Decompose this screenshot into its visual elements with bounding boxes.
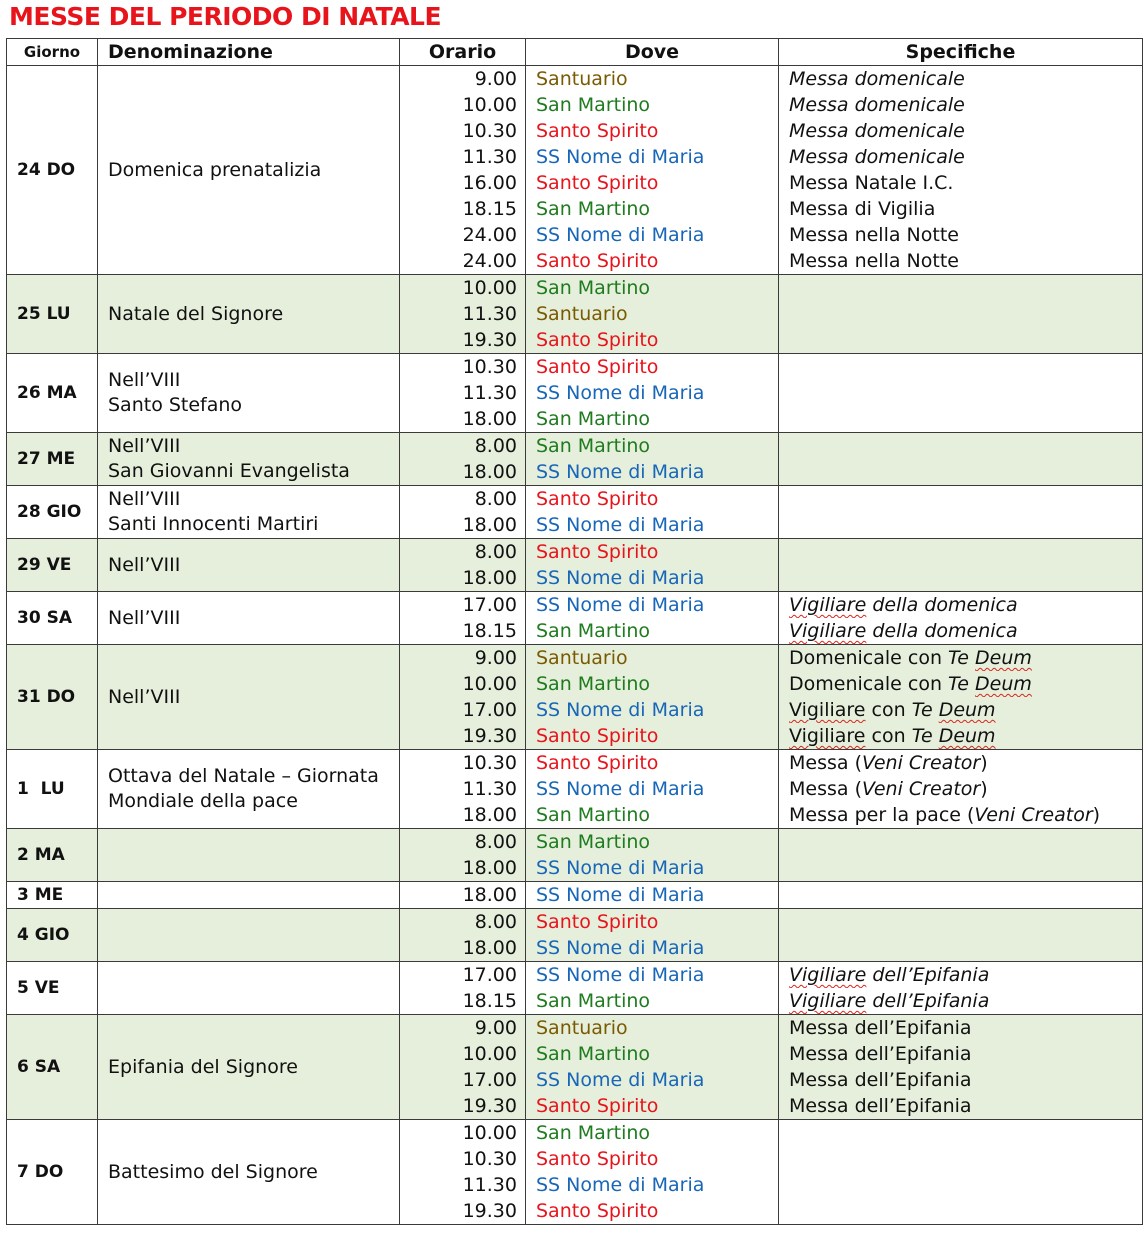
spec-text: Messa ( — [789, 778, 862, 800]
spec-text: Vigiliare — [789, 725, 866, 747]
orario-cell — [400, 750, 526, 829]
mass-time: 18.15 — [462, 198, 517, 220]
mass-place: SS Nome di Maria — [536, 884, 705, 906]
day-row — [7, 354, 1143, 433]
day-row — [7, 1120, 1143, 1225]
spec-text: Messa per la pace ( — [789, 804, 975, 826]
denominazione-cell — [98, 1015, 400, 1120]
mass-time: 18.15 — [462, 620, 517, 642]
spec-text: Messa domenicale — [789, 68, 965, 90]
dove-cell — [526, 486, 779, 539]
day-row — [7, 1015, 1143, 1120]
mass-place: Santo Spirito — [536, 488, 659, 510]
denominazione-line: Nell’VIII — [108, 685, 181, 708]
mass-spec — [779, 512, 1142, 538]
specifiche-cell — [779, 354, 1143, 433]
day-row — [7, 66, 1143, 275]
specifiche-cell — [779, 486, 1143, 539]
mass-spec — [779, 565, 1142, 591]
denominazione-line: Domenica prenatalizia — [108, 158, 322, 181]
spec-text: Te — [948, 673, 976, 695]
spec-text: Veni Creator — [974, 804, 1093, 826]
mass-place: San Martino — [536, 277, 651, 299]
day-cell: 27 ME — [7, 433, 98, 486]
mass-spec — [779, 380, 1142, 406]
specifiche-cell — [779, 275, 1143, 354]
header-denominazione: Denominazione — [98, 39, 400, 66]
mass-place: San Martino — [536, 831, 651, 853]
specifiche-cell — [779, 539, 1143, 592]
day-cell: 1 LU — [7, 750, 98, 829]
mass-place: SS Nome di Maria — [536, 699, 705, 721]
spec-text: dell’Epifania — [866, 964, 990, 986]
mass-place: San Martino — [536, 990, 651, 1012]
mass-spec — [779, 196, 1142, 222]
mass-spec — [779, 802, 1142, 828]
mass-place: Santo Spirito — [536, 752, 659, 774]
mass-spec — [779, 1015, 1142, 1041]
mass-place: Santuario — [536, 303, 628, 325]
mass-place: Santo Spirito — [536, 172, 659, 194]
mass-spec — [779, 1198, 1142, 1224]
mass-spec — [779, 671, 1142, 697]
mass-time: 18.00 — [462, 804, 517, 826]
mass-spec — [779, 275, 1142, 301]
mass-time: 18.00 — [462, 408, 517, 430]
dove-cell — [526, 882, 779, 909]
mass-spec — [779, 144, 1142, 170]
orario-cell — [400, 486, 526, 539]
mass-spec — [779, 406, 1142, 432]
mass-place: Santuario — [536, 68, 628, 90]
spec-text: Messa dell’Epifania — [789, 1017, 972, 1039]
denominazione-cell — [98, 645, 400, 750]
denominazione-cell — [98, 66, 400, 275]
mass-place: Santo Spirito — [536, 356, 659, 378]
mass-time: 10.30 — [462, 120, 517, 142]
mass-time: 19.30 — [462, 1200, 517, 1222]
spec-text: Messa dell’Epifania — [789, 1095, 972, 1117]
spec-text: Messa nella Notte — [789, 224, 959, 246]
day-row — [7, 962, 1143, 1015]
spec-text: Vigiliare — [789, 620, 867, 642]
header-orario: Orario — [400, 39, 526, 66]
spec-text: Te — [948, 647, 976, 669]
spec-text: Vigiliare — [789, 594, 867, 616]
dove-cell — [526, 66, 779, 275]
spec-text: Domenicale con — [789, 647, 949, 669]
denominazione-line: Nell’VIII — [108, 606, 181, 629]
page-title: MESSE DEL PERIODO DI NATALE — [9, 2, 442, 31]
mass-place: SS Nome di Maria — [536, 1174, 705, 1196]
spec-text: Te — [911, 725, 939, 747]
orario-cell — [400, 829, 526, 882]
spec-text: Veni Creator — [861, 778, 981, 800]
denominazione-cell — [98, 539, 400, 592]
mass-spec — [779, 1093, 1142, 1119]
orario-cell — [400, 66, 526, 275]
day-row — [7, 275, 1143, 354]
denominazione-line: Natale del Signore — [108, 302, 284, 325]
spec-text: Messa dell’Epifania — [789, 1069, 972, 1091]
day-cell: 6 SA — [7, 1015, 98, 1120]
mass-place: SS Nome di Maria — [536, 964, 705, 986]
orario-cell — [400, 1015, 526, 1120]
dove-cell — [526, 1015, 779, 1120]
mass-place: SS Nome di Maria — [536, 1069, 705, 1091]
denominazione-line: Ottava del Natale – Giornata Mondiale della pace — [108, 765, 379, 812]
spec-text: della domenica — [866, 620, 1018, 642]
mass-spec — [779, 988, 1142, 1014]
mass-spec — [779, 539, 1142, 565]
day-cell: 2 MA — [7, 829, 98, 882]
mass-spec — [779, 1041, 1142, 1067]
spec-text: Messa domenicale — [789, 146, 965, 168]
orario-cell — [400, 275, 526, 354]
mass-time: 19.30 — [462, 1095, 517, 1117]
mass-place: Santuario — [536, 1017, 628, 1039]
mass-place: SS Nome di Maria — [536, 514, 705, 536]
mass-time: 11.30 — [462, 1174, 517, 1196]
orario-cell — [400, 882, 526, 909]
denominazione-cell — [98, 909, 400, 962]
orario-cell — [400, 592, 526, 645]
mass-time: 18.00 — [462, 567, 517, 589]
spec-text: della domenica — [866, 594, 1018, 616]
dove-cell — [526, 539, 779, 592]
mass-schedule-table — [6, 38, 1143, 1225]
mass-time: 19.30 — [462, 329, 517, 351]
mass-spec — [779, 433, 1142, 459]
mass-time: 24.00 — [462, 224, 517, 246]
mass-time: 17.00 — [462, 699, 517, 721]
denominazione-line: Nell’VIII — [108, 435, 181, 457]
mass-time: 9.00 — [474, 1017, 517, 1039]
mass-place: SS Nome di Maria — [536, 461, 705, 483]
spec-text: Messa dell’Epifania — [789, 1043, 972, 1065]
denominazione-cell — [98, 962, 400, 1015]
denominazione-cell — [98, 592, 400, 645]
schedule-body — [7, 66, 1143, 1225]
mass-spec — [779, 882, 1142, 908]
spec-text: Messa Natale I.C. — [789, 172, 954, 194]
mass-place: Santo Spirito — [536, 725, 659, 747]
mass-place: Santo Spirito — [536, 911, 659, 933]
specifiche-cell — [779, 829, 1143, 882]
mass-place: Santo Spirito — [536, 1200, 659, 1222]
mass-spec — [779, 459, 1142, 485]
spec-text: Veni Creator — [861, 752, 981, 774]
specifiche-cell — [779, 750, 1143, 829]
spec-text: Deum — [938, 725, 996, 747]
mass-time: 18.00 — [462, 461, 517, 483]
day-cell: 25 LU — [7, 275, 98, 354]
spec-text: dell’Epifania — [866, 990, 990, 1012]
denominazione-line: Battesimo del Signore — [108, 1160, 318, 1183]
mass-spec — [779, 1146, 1142, 1172]
mass-place: SS Nome di Maria — [536, 146, 705, 168]
mass-time: 17.00 — [462, 964, 517, 986]
mass-spec — [779, 776, 1142, 802]
mass-time: 11.30 — [462, 146, 517, 168]
spec-text: Messa ( — [789, 752, 862, 774]
dove-cell — [526, 645, 779, 750]
spec-text: Messa di Vigilia — [789, 198, 936, 220]
day-cell: 26 MA — [7, 354, 98, 433]
mass-place: San Martino — [536, 1043, 651, 1065]
mass-spec — [779, 697, 1142, 723]
mass-time: 11.30 — [462, 303, 517, 325]
dove-cell — [526, 1120, 779, 1225]
mass-time: 8.00 — [474, 541, 517, 563]
orario-cell — [400, 1120, 526, 1225]
mass-time: 10.00 — [462, 673, 517, 695]
mass-time: 11.30 — [462, 382, 517, 404]
dove-cell — [526, 592, 779, 645]
header-dove: Dove — [526, 39, 779, 66]
mass-time: 18.00 — [462, 884, 517, 906]
dove-cell — [526, 829, 779, 882]
denominazione-cell — [98, 486, 400, 539]
day-cell: 28 GIO — [7, 486, 98, 539]
mass-place: SS Nome di Maria — [536, 937, 705, 959]
orario-cell — [400, 962, 526, 1015]
mass-place: SS Nome di Maria — [536, 778, 705, 800]
mass-place: Santuario — [536, 647, 628, 669]
mass-time: 8.00 — [474, 911, 517, 933]
day-row — [7, 645, 1143, 750]
spec-text: Deum — [975, 673, 1032, 695]
spec-text: Messa domenicale — [789, 120, 965, 142]
mass-spec — [779, 118, 1142, 144]
spec-text: Deum — [938, 699, 996, 721]
mass-place: San Martino — [536, 620, 651, 642]
mass-place: Santo Spirito — [536, 120, 659, 142]
orario-cell — [400, 433, 526, 486]
mass-spec — [779, 1120, 1142, 1146]
spec-text: con — [865, 725, 912, 747]
mass-spec — [779, 750, 1142, 776]
mass-spec — [779, 1172, 1142, 1198]
mass-spec — [779, 855, 1142, 881]
mass-place: SS Nome di Maria — [536, 224, 705, 246]
dove-cell — [526, 433, 779, 486]
mass-spec — [779, 909, 1142, 935]
specifiche-cell — [779, 1015, 1143, 1120]
mass-spec — [779, 486, 1142, 512]
mass-time: 18.00 — [462, 514, 517, 536]
dove-cell — [526, 354, 779, 433]
day-cell: 31 DO — [7, 645, 98, 750]
mass-place: SS Nome di Maria — [536, 382, 705, 404]
mass-place: San Martino — [536, 94, 651, 116]
day-cell: 3 ME — [7, 882, 98, 909]
day-row — [7, 539, 1143, 592]
mass-time: 19.30 — [462, 725, 517, 747]
denominazione-line: Nell’VIII — [108, 488, 181, 510]
specifiche-cell — [779, 882, 1143, 909]
spec-text: Vigiliare — [789, 699, 866, 721]
day-row — [7, 909, 1143, 962]
header-specifiche: Specifiche — [779, 39, 1143, 66]
spec-text: con — [865, 699, 912, 721]
orario-cell — [400, 645, 526, 750]
mass-time: 10.00 — [462, 1122, 517, 1144]
denominazione-line: Nell’VIII — [108, 553, 181, 576]
specifiche-cell — [779, 592, 1143, 645]
day-cell: 7 DO — [7, 1120, 98, 1225]
day-row — [7, 592, 1143, 645]
denominazione-cell — [98, 275, 400, 354]
specifiche-cell — [779, 962, 1143, 1015]
dove-cell — [526, 962, 779, 1015]
mass-place: SS Nome di Maria — [536, 594, 705, 616]
header-row — [7, 39, 1143, 66]
mass-place: SS Nome di Maria — [536, 567, 705, 589]
denominazione-cell — [98, 829, 400, 882]
mass-spec — [779, 354, 1142, 380]
mass-time: 10.00 — [462, 277, 517, 299]
mass-spec — [779, 592, 1142, 618]
mass-time: 18.00 — [462, 857, 517, 879]
denominazione-cell — [98, 1120, 400, 1225]
day-cell: 30 SA — [7, 592, 98, 645]
mass-place: San Martino — [536, 804, 651, 826]
dove-cell — [526, 750, 779, 829]
mass-spec — [779, 645, 1142, 671]
mass-place: SS Nome di Maria — [536, 857, 705, 879]
mass-time: 18.15 — [462, 990, 517, 1012]
mass-place: Santo Spirito — [536, 1095, 659, 1117]
mass-spec — [779, 222, 1142, 248]
orario-cell — [400, 909, 526, 962]
header-giorno: Giorno — [7, 39, 98, 66]
mass-time: 8.00 — [474, 435, 517, 457]
denominazione-line: Santo Stefano — [108, 394, 243, 416]
mass-place: Santo Spirito — [536, 250, 659, 272]
spec-text: ) — [980, 778, 988, 800]
specifiche-cell — [779, 433, 1143, 486]
denominazione-line: Santi Innocenti Martiri — [108, 513, 319, 535]
spec-text: Vigiliare — [789, 990, 867, 1012]
mass-time: 18.00 — [462, 937, 517, 959]
day-row — [7, 486, 1143, 539]
mass-place: Santo Spirito — [536, 1148, 659, 1170]
day-cell: 5 VE — [7, 962, 98, 1015]
day-row — [7, 750, 1143, 829]
day-cell: 4 GIO — [7, 909, 98, 962]
spec-text: Messa domenicale — [789, 94, 965, 116]
mass-spec — [779, 723, 1142, 749]
day-cell: 29 VE — [7, 539, 98, 592]
mass-spec — [779, 962, 1142, 988]
mass-spec — [779, 327, 1142, 353]
spec-text: Messa nella Notte — [789, 250, 959, 272]
mass-time: 24.00 — [462, 250, 517, 272]
day-row — [7, 829, 1143, 882]
denominazione-cell — [98, 433, 400, 486]
mass-time: 9.00 — [474, 647, 517, 669]
spec-text: Deum — [975, 647, 1032, 669]
mass-time: 10.00 — [462, 94, 517, 116]
mass-spec — [779, 248, 1142, 274]
specifiche-cell — [779, 66, 1143, 275]
mass-time: 8.00 — [474, 831, 517, 853]
mass-time: 17.00 — [462, 1069, 517, 1091]
specifiche-cell — [779, 1120, 1143, 1225]
mass-spec — [779, 829, 1142, 855]
mass-spec — [779, 301, 1142, 327]
mass-place: San Martino — [536, 1122, 651, 1144]
denominazione-line: San Giovanni Evangelista — [108, 460, 350, 482]
denominazione-cell — [98, 882, 400, 909]
mass-time: 16.00 — [462, 172, 517, 194]
specifiche-cell — [779, 645, 1143, 750]
mass-time: 11.30 — [462, 778, 517, 800]
mass-time: 10.30 — [462, 356, 517, 378]
day-row — [7, 882, 1143, 909]
mass-time: 17.00 — [462, 594, 517, 616]
dove-cell — [526, 909, 779, 962]
spec-text: Vigiliare — [789, 964, 867, 986]
mass-place: Santo Spirito — [536, 541, 659, 563]
mass-spec — [779, 66, 1142, 92]
mass-spec — [779, 935, 1142, 961]
orario-cell — [400, 354, 526, 433]
denominazione-cell — [98, 354, 400, 433]
denominazione-line: Nell’VIII — [108, 369, 181, 391]
mass-spec — [779, 1067, 1142, 1093]
spec-text: ) — [980, 752, 988, 774]
mass-place: Santo Spirito — [536, 329, 659, 351]
dove-cell — [526, 275, 779, 354]
denominazione-line: Epifania del Signore — [108, 1055, 298, 1078]
mass-time: 10.30 — [462, 1148, 517, 1170]
denominazione-cell — [98, 750, 400, 829]
mass-place: San Martino — [536, 435, 651, 457]
mass-place: San Martino — [536, 673, 651, 695]
mass-spec — [779, 92, 1142, 118]
mass-time: 9.00 — [474, 68, 517, 90]
mass-time: 10.00 — [462, 1043, 517, 1065]
mass-time: 8.00 — [474, 488, 517, 510]
mass-spec — [779, 618, 1142, 644]
spec-text: Te — [911, 699, 939, 721]
mass-place: San Martino — [536, 198, 651, 220]
spec-text: ) — [1092, 804, 1101, 826]
mass-time: 10.30 — [462, 752, 517, 774]
spec-text: Domenicale con — [789, 673, 949, 695]
orario-cell — [400, 539, 526, 592]
mass-place: San Martino — [536, 408, 651, 430]
specifiche-cell — [779, 909, 1143, 962]
day-cell: 24 DO — [7, 66, 98, 275]
mass-spec — [779, 170, 1142, 196]
day-row — [7, 433, 1143, 486]
